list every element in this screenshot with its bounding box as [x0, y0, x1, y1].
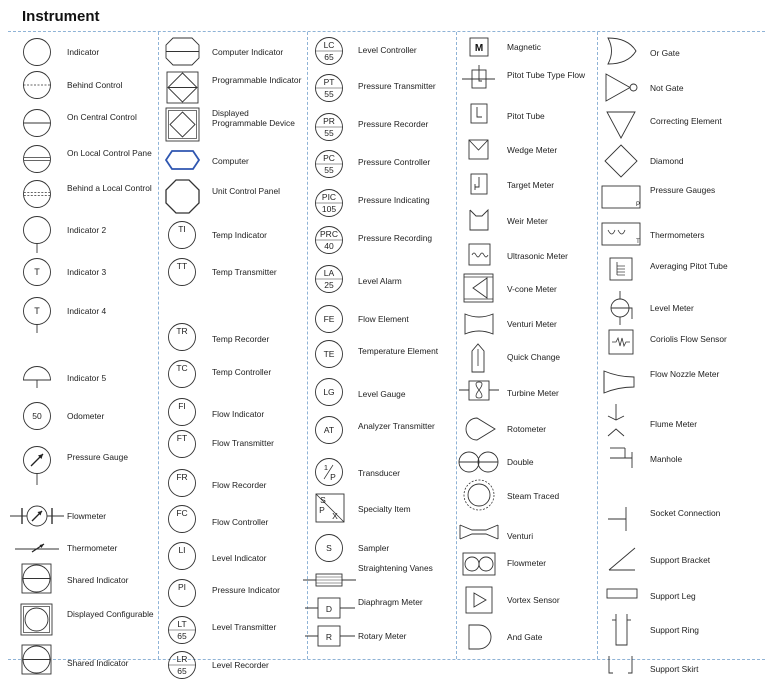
svg-text:FR: FR	[176, 472, 188, 482]
svg-text:AT: AT	[323, 425, 335, 435]
on-central-control-icon	[0, 108, 60, 144]
svg-text:M: M	[474, 43, 484, 54]
shape-label: Indicator 2	[67, 225, 107, 235]
diamond-icon	[598, 144, 648, 180]
svg-text:TR: TR	[176, 326, 188, 336]
svg-text:PRC: PRC	[320, 229, 338, 239]
shape-label: Or Gate	[650, 48, 680, 58]
turbine-meter-icon	[457, 378, 507, 406]
svg-text:X: X	[332, 511, 338, 521]
shape-label: On Local Control Pane	[67, 148, 152, 158]
svg-text:40: 40	[324, 241, 334, 251]
shape-label: Temp Recorder	[212, 334, 270, 344]
magnetic-icon	[457, 36, 507, 62]
specialty-item-icon	[308, 492, 358, 530]
shape-label: Level Gauge	[358, 389, 406, 399]
pressure-indicating-icon	[308, 188, 358, 222]
svg-text:25: 25	[324, 280, 334, 290]
svg-text:T: T	[34, 306, 40, 316]
svg-text:TT: TT	[176, 261, 188, 271]
svg-text:FC: FC	[176, 508, 188, 518]
coriolis-flow-sensor-icon	[598, 328, 648, 358]
shape-label: Indicator 4	[67, 306, 107, 316]
shape-label: Diamond	[650, 156, 684, 166]
shape-label: V-cone Meter	[507, 284, 557, 294]
svg-text:R: R	[325, 632, 333, 642]
shape-label: Pressure Recording	[358, 233, 433, 243]
support-leg-icon	[598, 583, 648, 607]
shape-label: Vortex Sensor	[507, 595, 560, 605]
or-gate-icon	[598, 36, 648, 70]
shape-label: Correcting Element	[650, 116, 722, 126]
steam-traced-icon	[457, 478, 507, 514]
shape-label: Pressure Gauges	[650, 185, 716, 195]
odometer-icon	[0, 401, 60, 437]
shape-label: Target Meter	[507, 180, 555, 190]
pitot-tube-type-flow-icon	[457, 65, 507, 95]
and-gate-icon	[457, 623, 507, 653]
rotary-meter-icon	[308, 624, 358, 658]
displayed-programmable-device-icon	[159, 107, 209, 145]
shape-label: Displayed Configurable	[67, 609, 154, 619]
shape-label: Flow Element	[358, 314, 409, 324]
svg-text:P: P	[330, 472, 336, 482]
shape-label: Venturi	[507, 531, 534, 541]
support-skirt-icon	[598, 654, 648, 684]
svg-text:1: 1	[323, 463, 329, 472]
svg-text:P: P	[635, 202, 641, 208]
shape-label: Level Recorder	[212, 660, 269, 670]
computer-icon	[159, 149, 209, 175]
svg-text:LG: LG	[323, 387, 335, 397]
shape-label: Weir Meter	[507, 216, 548, 226]
correcting-element-icon	[598, 109, 648, 143]
pitot-tube-icon	[457, 103, 507, 129]
page-title: Instrument	[22, 8, 100, 25]
transducer-icon	[308, 452, 358, 492]
level-indicator-icon	[159, 541, 209, 575]
temp-indicator-icon	[159, 220, 209, 254]
column-1	[0, 32, 158, 668]
programmable-indicator-icon	[159, 70, 209, 106]
svg-text:T: T	[636, 239, 640, 245]
shape-label: Level Transmitter	[212, 622, 277, 632]
shape-label: Computer	[212, 156, 249, 166]
level-transmitter-icon	[159, 615, 209, 649]
svg-text:PR: PR	[323, 116, 335, 126]
shape-label: Temp Controller	[212, 367, 272, 377]
shape-label: Flow Transmitter	[212, 438, 274, 448]
double-icon	[457, 449, 507, 477]
temp-recorder-icon	[159, 322, 209, 356]
shape-label: Flow Controller	[212, 517, 269, 527]
shape-label: Indicator 3	[67, 267, 107, 277]
shape-label: Pressure Indicating	[358, 195, 430, 205]
venturi-icon	[457, 521, 507, 545]
svg-text:65: 65	[177, 631, 187, 641]
shape-label: Steam Traced	[507, 491, 560, 501]
shape-label: Flowmeter	[67, 511, 107, 521]
temp-controller-icon	[159, 359, 209, 393]
temp-transmitter-icon	[159, 257, 209, 291]
shape-label: Odometer	[67, 411, 105, 421]
svg-text:T: T	[34, 267, 40, 277]
shared-indicator-icon	[0, 644, 60, 678]
manhole-icon	[598, 440, 648, 474]
shape-label: And Gate	[507, 632, 543, 642]
shape-label: Venturi Meter	[507, 319, 557, 329]
level-gauge-icon	[308, 377, 358, 411]
thermometers-icon	[598, 221, 648, 251]
shape-label: Support Skirt	[650, 664, 699, 674]
shape-label: Pressure Transmitter	[358, 81, 436, 91]
shape-label: Coriolis Flow Sensor	[650, 334, 727, 344]
shape-label: Manhole	[650, 454, 683, 464]
shape-label: Quick Change	[507, 352, 561, 362]
pressure-recording-icon	[308, 225, 358, 259]
shape-label: Support Ring	[650, 625, 699, 635]
shape-label: Level Meter	[650, 303, 694, 313]
vortex-sensor-icon	[457, 585, 507, 619]
shape-label: Level Controller	[358, 45, 417, 55]
shape-label: Pitot Tube	[507, 111, 545, 121]
pressure-recorder-icon	[308, 112, 358, 146]
thermometer-icon	[0, 537, 60, 561]
shape-label: Programmable Indicator	[212, 75, 302, 85]
svg-text:65: 65	[324, 52, 334, 62]
shape-label: Behind a Local Control	[67, 183, 152, 193]
shape-label: Ultrasonic Meter	[507, 251, 568, 261]
shape-label: Flow Nozzle Meter	[650, 369, 720, 379]
level-recorder-icon	[159, 650, 209, 684]
column-2	[159, 32, 307, 676]
shape-label: Unit Control Panel	[212, 186, 280, 196]
flowmeter-icon	[457, 551, 507, 581]
shape-label: Rotary Meter	[358, 631, 407, 641]
svg-text:LC: LC	[323, 40, 335, 50]
flow-recorder-icon	[159, 468, 209, 502]
shape-label: Behind Control	[67, 80, 123, 90]
shape-label: Flow Indicator	[212, 409, 265, 419]
shape-label: Support Leg	[650, 591, 696, 601]
shape-label: Indicator	[67, 47, 100, 57]
svg-text:PI: PI	[177, 582, 187, 592]
flow-transmitter-icon	[159, 429, 209, 463]
wedge-meter-icon	[457, 138, 507, 164]
support-ring-icon	[598, 612, 648, 652]
shape-label: Magnetic	[507, 42, 541, 52]
analyzer-transmitter-icon	[308, 415, 358, 449]
svg-text:S: S	[320, 495, 326, 505]
shape-label: Thermometers	[650, 230, 705, 240]
target-meter-icon	[457, 173, 507, 201]
shape-label: Straightening Vanes	[358, 563, 433, 573]
shape-label: Rotometer	[507, 424, 547, 434]
shape-label: Turbine Meter	[507, 388, 559, 398]
svg-text:TI: TI	[178, 224, 186, 234]
behind-control-icon	[0, 70, 60, 106]
svg-text:PC: PC	[323, 153, 335, 163]
shape-label: Transducer	[358, 468, 401, 478]
rotometer-icon	[457, 416, 507, 442]
shared-indicator-icon	[0, 563, 60, 597]
svg-text:TC: TC	[176, 363, 188, 373]
displayed-configurable-icon	[0, 603, 60, 637]
ultrasonic-meter-icon	[457, 242, 507, 270]
venturi-meter-icon	[457, 312, 507, 340]
shape-label: Specialty Item	[358, 504, 411, 514]
shape-label: Pressure Gauge	[67, 452, 128, 462]
shape-label: Wedge Meter	[507, 145, 558, 155]
indicator-3-icon	[0, 257, 60, 293]
svg-text:FT: FT	[176, 433, 188, 443]
svg-text:LA: LA	[323, 268, 335, 278]
unit-control-panel-icon	[159, 178, 209, 216]
averaging-pitot-tube-icon	[598, 256, 648, 286]
socket-connection-icon	[598, 505, 648, 539]
shape-label: Temperature Element	[358, 346, 439, 356]
svg-text:55: 55	[324, 89, 334, 99]
shape-label: Sampler	[358, 543, 390, 553]
not-gate-icon	[598, 72, 648, 106]
shape-label: Displayed Programmable Device	[212, 108, 295, 129]
v-cone-meter-icon	[457, 272, 507, 308]
flow-nozzle-meter-icon	[598, 368, 648, 398]
weir-meter-icon	[457, 208, 507, 236]
shape-label: Level Indicator	[212, 553, 267, 563]
shape-label: Thermometer	[67, 543, 118, 553]
level-alarm-icon	[308, 264, 358, 298]
behind-local-control-icon	[0, 179, 60, 215]
svg-text:P: P	[319, 505, 325, 515]
flow-indicator-icon	[159, 397, 209, 431]
svg-text:50: 50	[32, 411, 42, 421]
column-3	[308, 32, 456, 659]
flowmeter-icon	[0, 500, 60, 536]
svg-text:55: 55	[324, 128, 334, 138]
shape-label: Double	[507, 457, 534, 467]
svg-text:65: 65	[177, 666, 187, 676]
pressure-gauge-icon	[0, 445, 60, 489]
shape-label: Level Alarm	[358, 276, 402, 286]
shape-label: Pressure Recorder	[358, 119, 429, 129]
quick-change-icon	[457, 342, 507, 376]
shape-label: Diaphragm Meter	[358, 597, 423, 607]
shape-label: Flume Meter	[650, 419, 698, 429]
shape-label: Shared Indicator	[67, 575, 129, 585]
shape-label: Averaging Pitot Tube	[650, 261, 728, 271]
shape-label: Computer Indicator	[212, 47, 284, 57]
shape-label: Support Bracket	[650, 555, 711, 565]
shape-label: Flowmeter	[507, 558, 547, 568]
on-local-control-pane-icon	[0, 144, 60, 180]
pressure-indicator-icon	[159, 578, 209, 612]
shape-label: Not Gate	[650, 83, 684, 93]
pressure-controller-icon	[308, 149, 358, 183]
flow-controller-icon	[159, 504, 209, 538]
column-5	[598, 32, 768, 674]
shape-label: On Central Control	[67, 112, 137, 122]
shape-label: Flow Recorder	[212, 480, 267, 490]
flume-meter-icon	[598, 404, 648, 440]
svg-text:55: 55	[324, 165, 334, 175]
temperature-element-icon	[308, 339, 358, 373]
shape-label: Shared Indicator	[67, 658, 129, 668]
indicator-2-icon	[0, 215, 60, 255]
svg-text:LR: LR	[176, 654, 188, 664]
shape-label: Socket Connection	[650, 508, 721, 518]
column-4	[457, 32, 597, 659]
shape-label: Temp Indicator	[212, 230, 267, 240]
level-controller-icon	[308, 36, 358, 70]
computer-indicator-icon	[159, 36, 209, 70]
shape-label: Pitot Tube Type Flow	[507, 70, 586, 80]
shape-label: Temp Transmitter	[212, 267, 277, 277]
indicator-5-icon	[0, 364, 60, 390]
pressure-gauges-icon	[598, 184, 648, 214]
svg-text:PT: PT	[323, 77, 335, 87]
svg-text:105: 105	[321, 204, 337, 214]
level-meter-icon	[598, 291, 648, 329]
shape-label: Pressure Controller	[358, 157, 431, 167]
svg-text:S: S	[326, 543, 332, 553]
svg-text:LT: LT	[177, 619, 187, 629]
flow-element-icon	[308, 304, 358, 338]
svg-text:FI: FI	[178, 401, 186, 411]
shape-label: Analyzer Transmitter	[358, 421, 435, 431]
svg-text:PIC: PIC	[321, 192, 337, 202]
svg-text:FE: FE	[323, 314, 335, 324]
sampler-icon	[308, 533, 358, 567]
shape-label: Pressure Indicator	[212, 585, 280, 595]
svg-text:D: D	[325, 604, 333, 614]
diaphragm-meter-icon	[308, 592, 358, 626]
pressure-transmitter-icon	[308, 73, 358, 107]
svg-text:TE: TE	[323, 349, 335, 359]
svg-text:LI: LI	[178, 545, 186, 555]
shape-label: Indicator 5	[67, 373, 107, 383]
indicator-icon	[0, 36, 60, 72]
support-bracket-icon	[598, 542, 648, 576]
indicator-4-icon	[0, 295, 60, 335]
